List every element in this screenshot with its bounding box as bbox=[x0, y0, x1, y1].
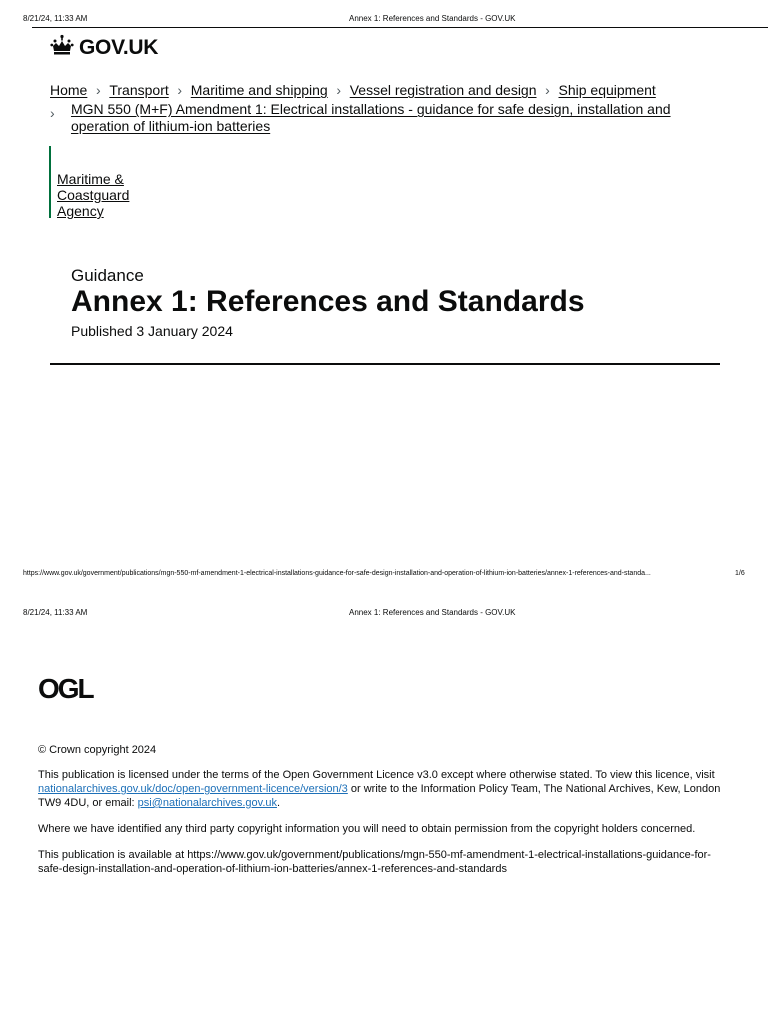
breadcrumb-vessel-link[interactable]: Vessel registration and design bbox=[349, 82, 537, 98]
print-header-title: Annex 1: References and Standards - GOV.UK bbox=[349, 14, 516, 23]
crown-icon bbox=[50, 34, 74, 61]
breadcrumb bbox=[50, 82, 730, 135]
breadcrumb-maritime-link[interactable]: Maritime and shipping bbox=[190, 82, 328, 98]
document-type: Guidance bbox=[71, 266, 144, 285]
page-title: Annex 1: References and Standards bbox=[71, 285, 585, 318]
print-footer-page: 1/6 bbox=[735, 570, 745, 577]
ogl-logo-icon bbox=[38, 674, 98, 707]
copyright-text: © Crown copyright 2024 bbox=[38, 744, 157, 756]
email-link[interactable]: psi@nationalarchives.gov.uk bbox=[137, 797, 278, 809]
licence-text: This publication is licensed under the terms of the Open Government Licence v3.0 except where otherwise stated. To view this licence, visit bbox=[38, 769, 715, 781]
govuk-logo-text: GOV.UK bbox=[79, 35, 159, 59]
title-divider bbox=[50, 363, 720, 365]
chevron-right-icon: › bbox=[336, 82, 342, 98]
availability-notice: This publication is available at https://www.gov.uk/government/publications/mgn-550-mf-amendment-1-electrical-installations-guidance-for-safe-design-installation-and-operation-of-lithium-ion-batteries/annex-1-references-and-standards bbox=[38, 849, 711, 875]
print-header-datetime-2: 8/21/24, 11:33 AM bbox=[23, 608, 88, 617]
organisation-logo bbox=[49, 146, 147, 218]
govuk-logo-link[interactable] bbox=[50, 34, 158, 61]
print-header-datetime: 8/21/24, 11:33 AM bbox=[23, 14, 88, 23]
licence-text-end: . bbox=[277, 797, 281, 809]
ogl-logo-text: OGL bbox=[38, 674, 93, 702]
chevron-right-icon: › bbox=[96, 82, 101, 98]
licence-text-middle: or write to the Information Policy Team, The National Archives, Kew, London TW9 4DU, or email: bbox=[38, 783, 721, 809]
chevron-right-icon: › bbox=[545, 82, 550, 98]
header-divider bbox=[32, 27, 768, 28]
chevron-right-icon: › bbox=[50, 105, 55, 121]
breadcrumb-transport-link[interactable]: Transport bbox=[109, 82, 169, 98]
licence-paragraph bbox=[38, 768, 728, 810]
breadcrumb-mgn550-link[interactable]: MGN 550 (M+F) Amendment 1: Electrical installations - guidance for safe design, installation and operation of lithium-ion batteries bbox=[70, 101, 671, 134]
breadcrumb-home-link[interactable]: Home bbox=[50, 82, 88, 98]
chevron-right-icon: › bbox=[177, 82, 183, 98]
print-footer-url: https://www.gov.uk/government/publications/mgn-550-mf-amendment-1-electrical-installations-guidance-for-safe-design-installation-and-operation-of-lithium-ion-batteries/annex-1-references-and-standa... bbox=[23, 570, 651, 577]
organisation-link[interactable]: Maritime & Coastguard Agency bbox=[57, 171, 130, 219]
published-date: Published 3 January 2024 bbox=[71, 323, 233, 339]
licence-link[interactable]: nationalarchives.gov.uk/doc/open-government-licence/version/3 bbox=[38, 783, 348, 795]
print-header-title-2: Annex 1: References and Standards - GOV.UK bbox=[349, 608, 516, 617]
breadcrumb-ship-equipment-link[interactable]: Ship equipment bbox=[558, 82, 656, 98]
third-party-notice: Where we have identified any third party copyright information you will need to obtain permission from the copyright holders concerned. bbox=[38, 823, 696, 835]
